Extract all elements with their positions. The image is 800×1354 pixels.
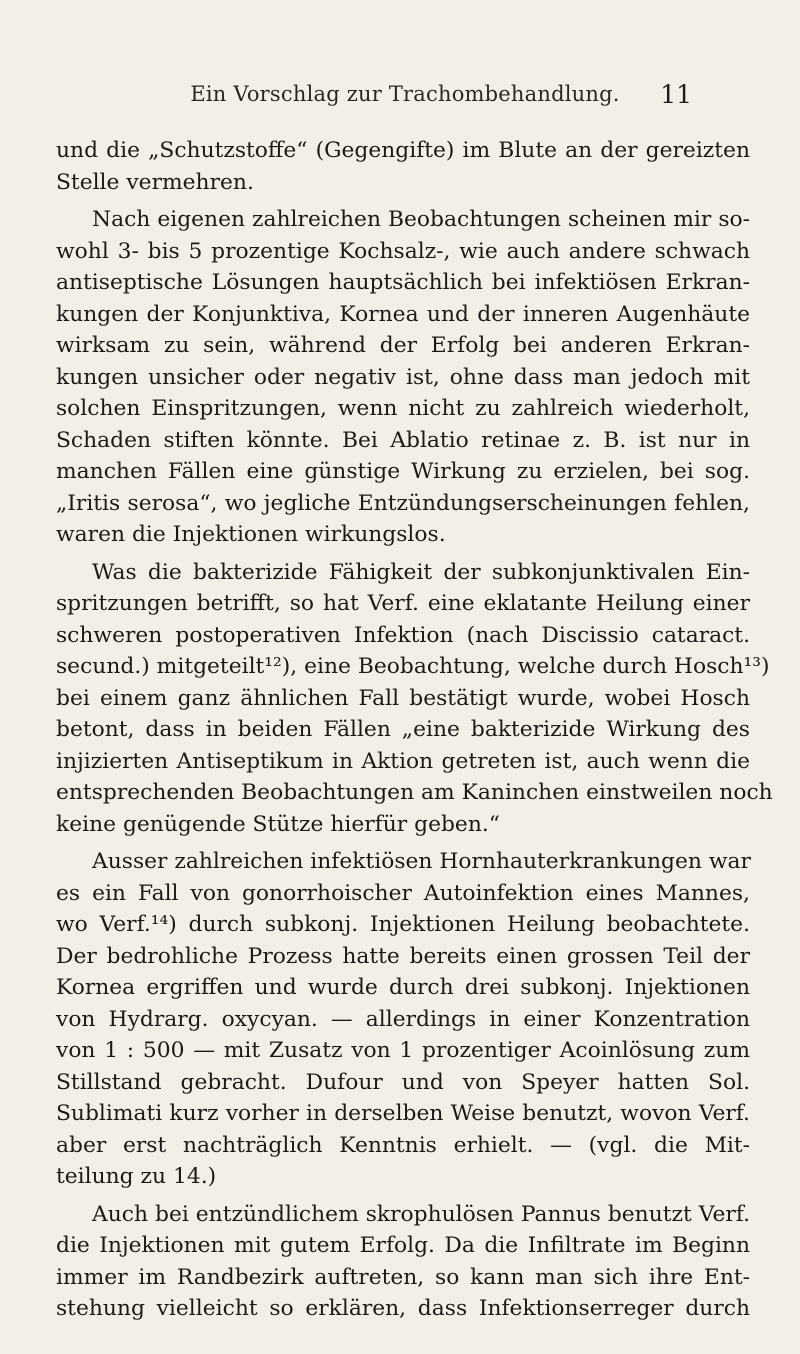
running-header bbox=[0, 82, 800, 112]
text-line: spritzungen betrifft, so hat Verf. eine eklatante Heilung einer bbox=[56, 591, 750, 616]
text-line: entsprechenden Beobachtungen am Kaninchen einstweilen noch bbox=[56, 780, 773, 805]
text-line: teilung zu 14.) bbox=[56, 1164, 217, 1189]
text-line: wo Verf.¹⁴) durch subkonj. Injektionen Heilung beobachtete. bbox=[56, 912, 750, 937]
text-line: Ausser zahlreichen infektiösen Hornhauterkrankungen war bbox=[92, 849, 751, 874]
text-line: die Injektionen mit gutem Erfolg. Da die Infiltrate im Beginn bbox=[56, 1233, 750, 1258]
paragraph-observations bbox=[56, 204, 750, 551]
paragraph-bactericidal bbox=[56, 557, 773, 841]
text-line: es ein Fall von gonorrhoischer Autoinfektion eines Mannes, bbox=[56, 880, 750, 906]
text-line: immer im Randbezirk auftreten, so kann man sich ihre Ent- bbox=[56, 1264, 750, 1290]
text-line: Auch bei entzündlichem skrophulösen Pannus benutzt Verf. bbox=[92, 1201, 750, 1227]
text-line: Nach eigenen zahlreichen Beobachtungen scheinen mir so- bbox=[92, 207, 750, 232]
text-line: waren die Injektionen wirkungslos. bbox=[56, 522, 446, 547]
text-line: und die „Schutzstoffe“ (Gegengifte) im Blute an der gereizten bbox=[56, 138, 750, 163]
page-number: 11 bbox=[660, 80, 692, 109]
paragraph-continuation bbox=[56, 135, 750, 198]
text-line: Stillstand gebracht. Dufour und von Speyer hatten Sol. bbox=[56, 1069, 750, 1095]
text-line: Was die bakterizide Fähigkeit der subkonjunktivalen Ein- bbox=[92, 559, 750, 585]
text-line: bei einem ganz ähnlichen Fall bestätigt wurde, wobei Hosch bbox=[56, 685, 750, 711]
text-line: Sublimati kurz vorher in derselben Weise benutzt, wovon Verf. bbox=[56, 1101, 750, 1126]
text-line: wohl 3- bis 5 prozentige Kochsalz-, wie auch andere schwach bbox=[56, 238, 750, 264]
text-line: secund.) mitgeteilt¹²), eine Beobachtung, welche durch Hosch¹³) bbox=[56, 654, 770, 679]
text-line: Der bedrohliche Prozess hatte bereits einen grossen Teil der bbox=[56, 943, 750, 969]
text-line: antiseptische Lösungen hauptsächlich bei infektiösen Erkran- bbox=[56, 270, 750, 295]
paragraph-case-report bbox=[56, 846, 750, 1193]
text-line: stehung vielleicht so erklären, dass Infektionserreger durch bbox=[56, 1296, 750, 1321]
text-line: manchen Fällen eine günstige Wirkung zu erzielen, bei sog. bbox=[56, 459, 750, 484]
text-line: Stelle vermehren. bbox=[56, 169, 254, 195]
text-line: kungen unsicher oder negativ ist, ohne dass man jedoch mit bbox=[56, 364, 750, 390]
text-line: von Hydrarg. oxycyan. — allerdings in einer Konzentration bbox=[56, 1006, 750, 1032]
running-title: Ein Vorschlag zur Trachombehandlung. bbox=[190, 82, 620, 106]
text-line: solchen Einspritzungen, wenn nicht zu zahlreich wiederholt, bbox=[56, 396, 750, 421]
text-line: injizierten Antiseptikum in Aktion getreten ist, auch wenn die bbox=[56, 748, 750, 774]
text-line: von 1 : 500 — mit Zusatz von 1 prozentiger Acoinlösung zum bbox=[56, 1038, 750, 1063]
text-line: Kornea ergriffen und wurde durch drei subkonj. Injektionen bbox=[56, 975, 750, 1000]
paragraph-pannus bbox=[56, 1199, 750, 1325]
text-line: keine genügende Stütze hierfür geben.“ bbox=[56, 811, 500, 837]
text-line: Schaden stiften könnte. Bei Ablatio retinae z. B. ist nur in bbox=[56, 427, 750, 453]
body-text bbox=[56, 135, 773, 1331]
text-line: wirksam zu sein, während der Erfolg bei anderen Erkran- bbox=[56, 333, 750, 358]
text-line: schweren postoperativen Infektion (nach Discissio cataract. bbox=[56, 622, 750, 648]
text-line: aber erst nachträglich Kenntnis erhielt. — (vgl. die Mit- bbox=[56, 1132, 750, 1158]
text-line: kungen der Konjunktiva, Kornea und der inneren Augenhäute bbox=[56, 301, 750, 327]
text-line: „Iritis serosa“, wo jegliche Entzündungserscheinungen fehlen, bbox=[56, 490, 750, 516]
text-line: betont, dass in beiden Fällen „eine bakterizide Wirkung des bbox=[56, 717, 750, 742]
